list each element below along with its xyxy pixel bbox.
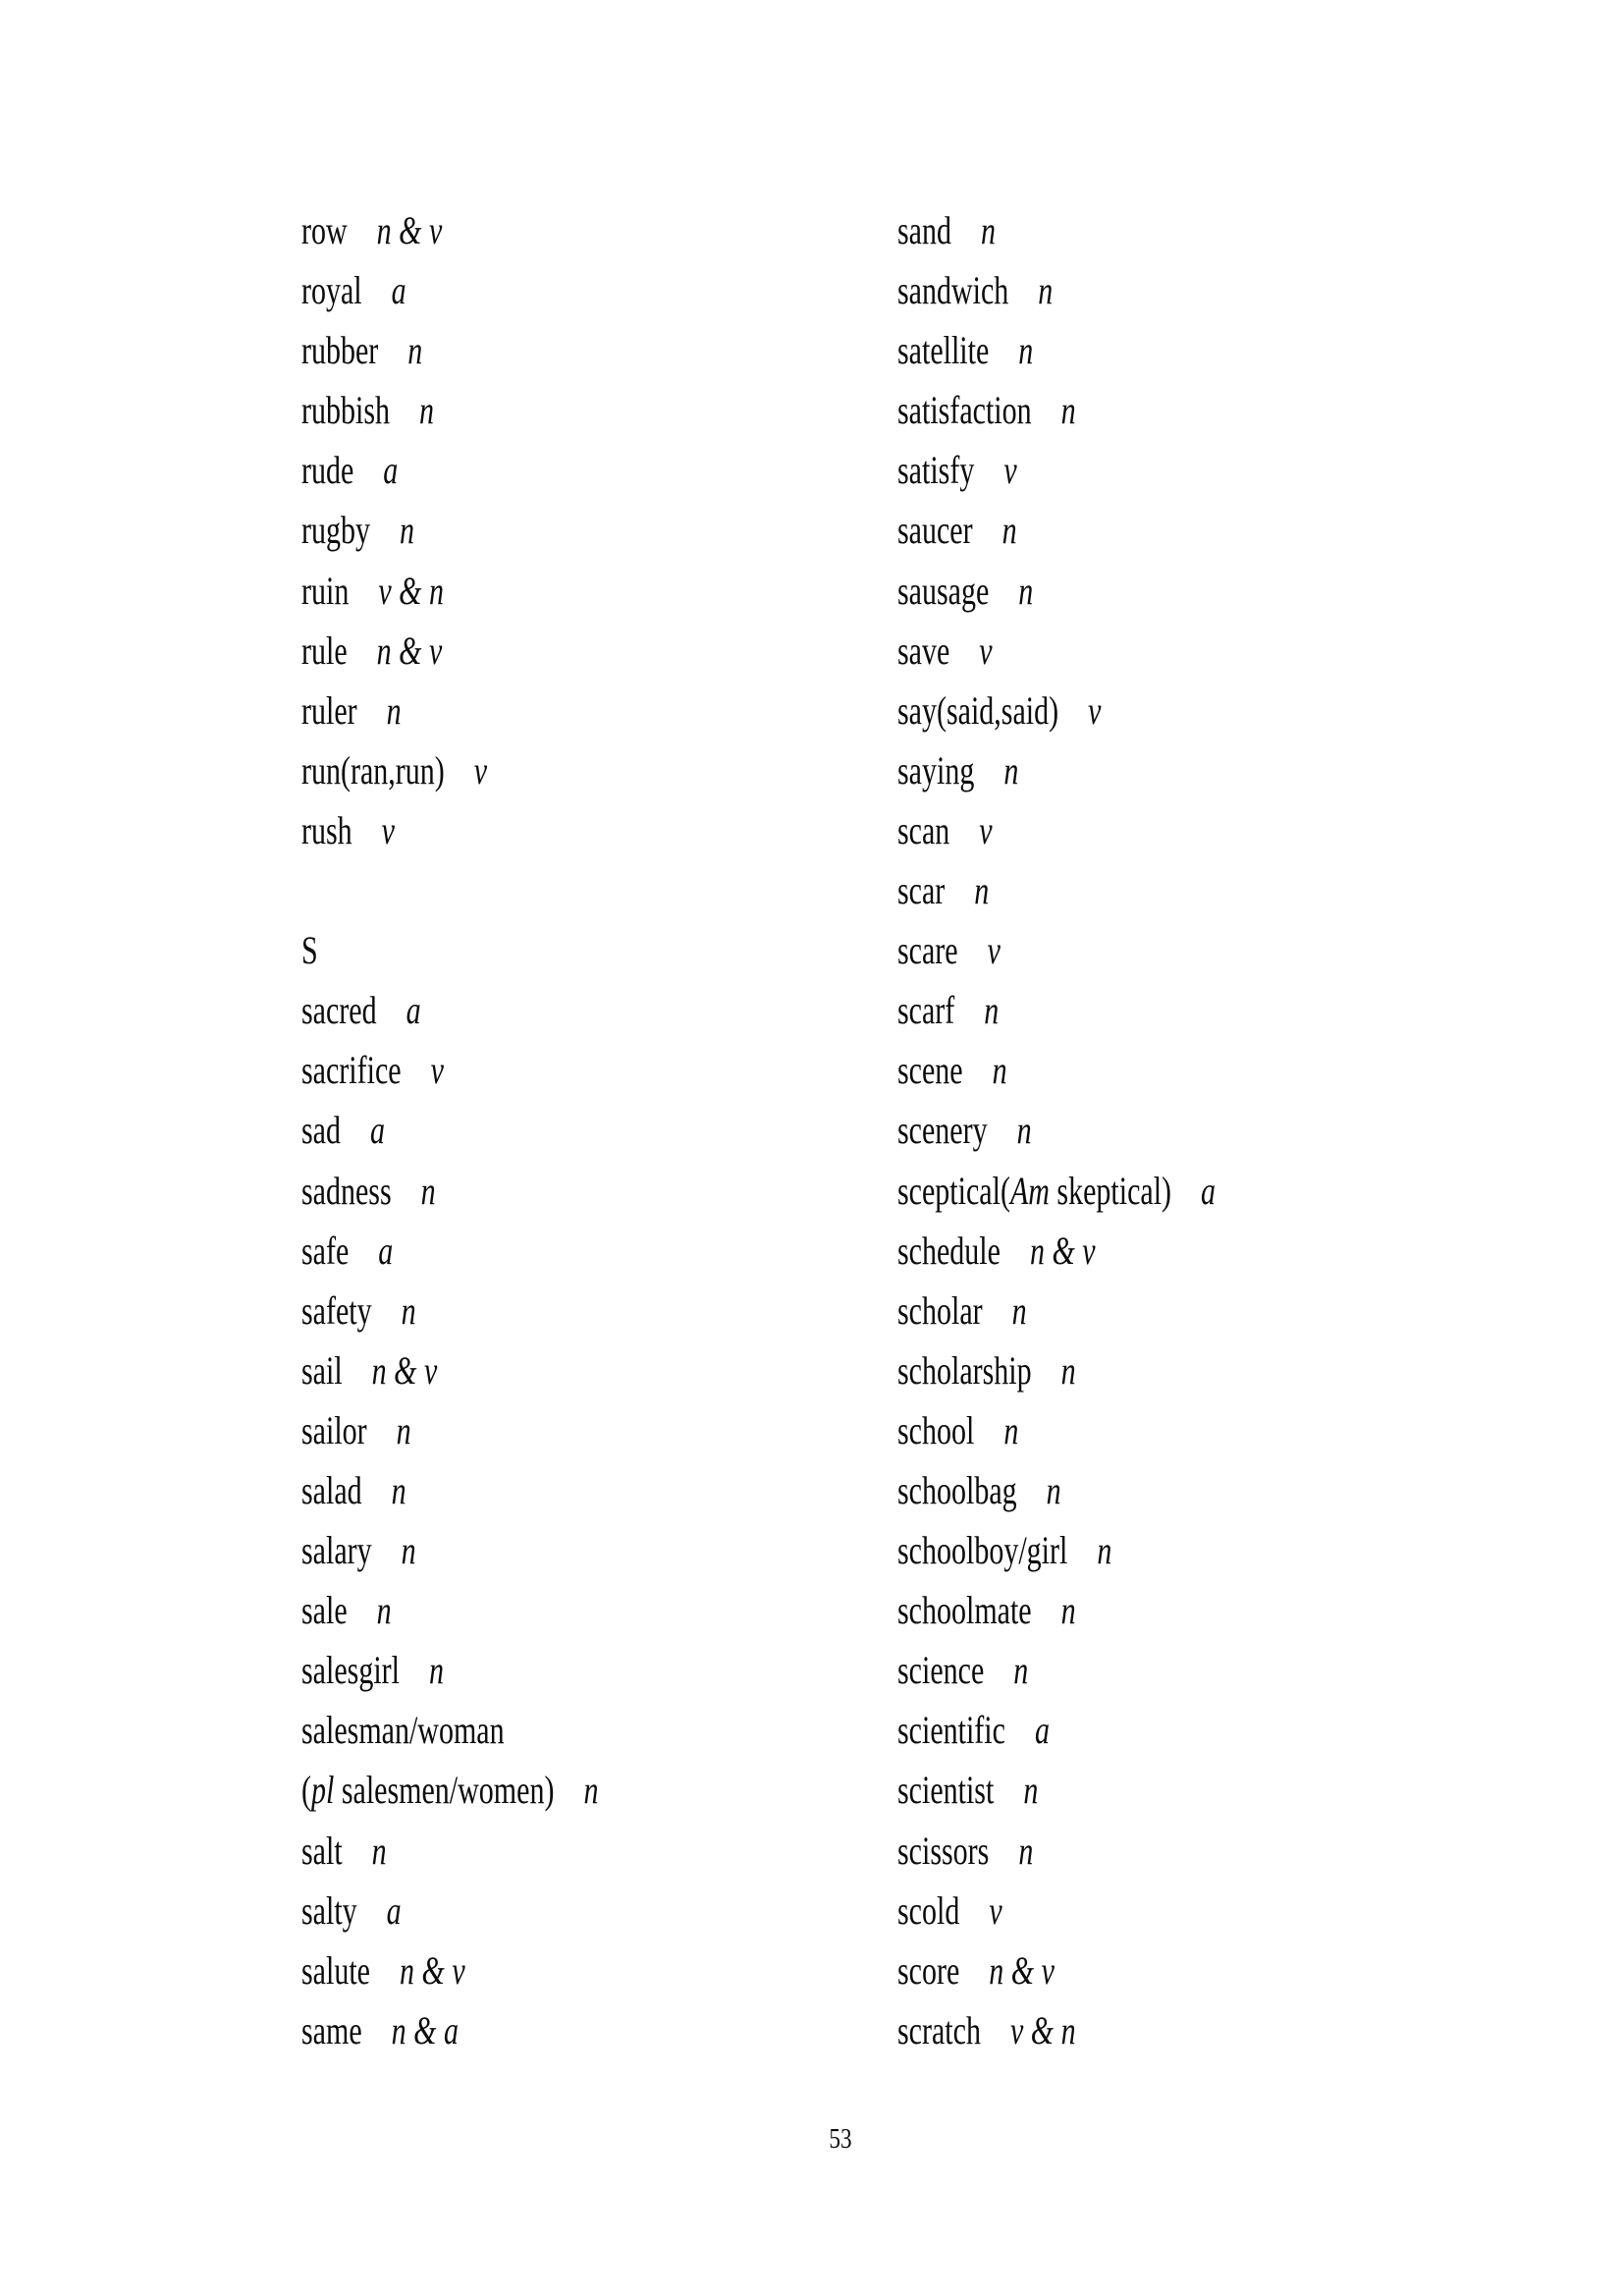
- word-text: S: [301, 928, 318, 973]
- pos-tag: n: [407, 328, 423, 373]
- word-text: satisfaction: [897, 388, 1032, 433]
- word-entry: [897, 681, 1216, 740]
- word-entry: [897, 1161, 1216, 1221]
- word-entry: [897, 500, 1216, 560]
- word-entry: [897, 1700, 1216, 1760]
- word-entry: [301, 740, 598, 800]
- word-text: sad: [301, 1108, 341, 1153]
- word-text: schedule: [897, 1228, 1001, 1273]
- word-text: school: [897, 1407, 975, 1452]
- word-entry: [897, 1460, 1216, 1520]
- word-entry: [301, 2000, 598, 2060]
- pos-tag: a: [386, 1887, 402, 1933]
- pos-tag: n: [1016, 1108, 1032, 1153]
- word-entry: [301, 1640, 598, 1700]
- word-text: scholarship: [897, 1347, 1032, 1393]
- word-text: salary: [301, 1528, 372, 1573]
- word-text: schoolmate: [897, 1588, 1032, 1633]
- word-entry: [301, 621, 598, 681]
- pos-tag: n: [391, 1467, 406, 1512]
- word-text: (: [301, 1768, 311, 1813]
- word-entry: [897, 200, 1216, 260]
- word-text: sadness: [301, 1168, 392, 1213]
- word-entry: [301, 1881, 598, 1941]
- word-text: scar: [897, 868, 946, 913]
- pos-tag: n: [1018, 568, 1034, 613]
- word-entry: [897, 621, 1216, 681]
- pos-tag: n & v: [371, 1347, 438, 1393]
- word-text: run(ran,run): [301, 747, 445, 793]
- pos-tag: n: [371, 1828, 387, 1873]
- word-text: say(said,said): [897, 687, 1059, 733]
- pos-tag: n & a: [391, 2007, 459, 2052]
- word-entry: [301, 561, 598, 621]
- word-entry: [301, 200, 598, 260]
- word-text: salad: [301, 1467, 362, 1512]
- word-text: scene: [897, 1048, 963, 1093]
- word-entry: [897, 1040, 1216, 1100]
- word-entry: [301, 260, 598, 320]
- word-text-after: skeptical): [1049, 1168, 1172, 1213]
- word-entry: [301, 1281, 598, 1340]
- word-entry: [897, 1100, 1216, 1160]
- word-text: saying: [897, 747, 975, 793]
- pos-tag: n: [1003, 747, 1019, 793]
- pos-tag: v: [1088, 687, 1102, 733]
- word-entry: [301, 440, 598, 500]
- word-entry: [301, 980, 598, 1040]
- pos-tag: n: [1018, 1828, 1034, 1873]
- word-text: rule: [301, 628, 348, 673]
- word-text: rude: [301, 448, 354, 493]
- pos-tag: a: [391, 268, 406, 313]
- word-entry: [897, 320, 1216, 380]
- word-entry: [897, 1580, 1216, 1640]
- word-entry: [897, 860, 1216, 920]
- word-entry: [897, 380, 1216, 440]
- word-text: scenery: [897, 1108, 988, 1153]
- word-entry: [897, 920, 1216, 980]
- word-text-after: salesmen/women): [334, 1768, 555, 1813]
- word-entry: [897, 740, 1216, 800]
- pos-tag: n: [1060, 1588, 1076, 1633]
- pos-tag: v: [989, 1887, 1002, 1933]
- word-text: sacrifice: [301, 1048, 402, 1093]
- word-text: sausage: [897, 568, 990, 613]
- word-entry: [897, 1821, 1216, 1881]
- word-entry: [301, 1700, 598, 1760]
- word-entry: [301, 500, 598, 560]
- word-entry: [301, 800, 598, 860]
- word-entry: [301, 1340, 598, 1400]
- word-italic-text: pl: [310, 1768, 335, 1813]
- pos-tag: a: [1034, 1708, 1050, 1753]
- pos-tag: n: [399, 508, 414, 553]
- word-text: satisfy: [897, 448, 975, 493]
- section-letter-header: [301, 920, 598, 980]
- word-entry: [897, 1281, 1216, 1340]
- word-entry: [301, 1040, 598, 1100]
- word-entry: [301, 1221, 598, 1281]
- word-entry: [301, 1821, 598, 1881]
- pos-tag: n: [1038, 268, 1054, 313]
- word-text: same: [301, 2007, 362, 2052]
- pos-tag: n: [420, 1168, 436, 1213]
- word-text: ruin: [301, 568, 350, 613]
- pos-tag: a: [383, 448, 399, 493]
- word-entry: [301, 681, 598, 740]
- right-column: [897, 200, 1216, 2060]
- pos-tag: n: [1097, 1528, 1112, 1573]
- word-entry: [301, 1161, 598, 1221]
- pos-tag: n: [992, 1048, 1007, 1093]
- pos-tag: v: [979, 807, 993, 852]
- pos-tag: n & v: [989, 1947, 1055, 1993]
- word-text: safety: [301, 1287, 372, 1333]
- pos-tag: a: [378, 1228, 394, 1273]
- word-text: sand: [897, 208, 951, 252]
- pos-tag: n: [1013, 1648, 1029, 1693]
- word-entry: [897, 1520, 1216, 1580]
- word-text: scholar: [897, 1287, 983, 1333]
- word-entry: [897, 2000, 1216, 2060]
- word-entry: [897, 1760, 1216, 1820]
- word-italic-text: Am: [1009, 1168, 1050, 1213]
- word-text: save: [897, 628, 950, 673]
- word-text: schoolbag: [897, 1467, 1017, 1512]
- word-text: scientist: [897, 1768, 995, 1813]
- word-entry: [897, 1400, 1216, 1460]
- pos-tag: n: [1023, 1768, 1039, 1813]
- word-text: science: [897, 1648, 985, 1693]
- word-text: scare: [897, 928, 958, 973]
- word-entry: [301, 1400, 598, 1460]
- word-text: salt: [301, 1828, 343, 1873]
- word-text: rush: [301, 807, 352, 852]
- word-text: salesman/woman: [301, 1708, 505, 1753]
- word-entry: [897, 980, 1216, 1040]
- word-entry: [897, 1640, 1216, 1700]
- pos-tag: n: [1003, 1407, 1019, 1452]
- word-text: salute: [301, 1947, 370, 1993]
- word-entry: [301, 1100, 598, 1160]
- pos-tag: n: [583, 1768, 599, 1813]
- word-text: safe: [301, 1228, 350, 1273]
- pos-tag: n: [376, 1588, 392, 1633]
- word-entry: [897, 1221, 1216, 1281]
- pos-tag: n: [396, 1407, 411, 1452]
- left-column: [301, 200, 598, 2060]
- word-entry: [897, 1340, 1216, 1400]
- word-text: score: [897, 1947, 960, 1993]
- word-text: satellite: [897, 328, 990, 373]
- pos-tag: v: [430, 1048, 444, 1093]
- word-text: sceptical(: [897, 1168, 1010, 1213]
- word-entry: [301, 1580, 598, 1640]
- word-entry: [301, 1941, 598, 2000]
- pos-tag: n: [1011, 1287, 1027, 1333]
- pos-tag: v: [979, 628, 993, 673]
- word-text: rubbish: [301, 388, 390, 433]
- pos-tag: a: [1201, 1168, 1217, 1213]
- pos-tag: n: [401, 1287, 416, 1333]
- pos-tag: a: [369, 1108, 385, 1153]
- word-text: rugby: [301, 508, 370, 553]
- word-text: scissors: [897, 1828, 990, 1873]
- word-text: sail: [301, 1347, 343, 1393]
- pos-tag: n & v: [399, 1947, 465, 1993]
- word-entry: [301, 1520, 598, 1580]
- word-entry: [301, 1760, 598, 1820]
- word-text: sandwich: [897, 268, 1009, 313]
- word-text: sailor: [301, 1407, 367, 1452]
- pos-tag: v: [1003, 448, 1017, 493]
- word-text: royal: [301, 268, 362, 313]
- pos-tag: v: [381, 807, 395, 852]
- word-entry: [301, 380, 598, 440]
- word-text: row: [301, 208, 348, 252]
- word-entry: [301, 1460, 598, 1520]
- pos-tag: n & v: [1029, 1228, 1096, 1273]
- pos-tag: v & n: [1009, 2007, 1076, 2052]
- pos-tag: n: [984, 988, 1000, 1033]
- pos-tag: n: [386, 687, 402, 733]
- pos-tag: n: [974, 868, 990, 913]
- pos-tag: v: [473, 747, 488, 793]
- word-text: scarf: [897, 988, 955, 1033]
- word-entry: [897, 260, 1216, 320]
- word-entry: [301, 320, 598, 380]
- word-text: sacred: [301, 988, 377, 1033]
- page-number: 53: [829, 2123, 852, 2155]
- pos-tag: n: [401, 1528, 416, 1573]
- pos-tag: n: [1060, 1347, 1076, 1393]
- word-text: ruler: [301, 687, 357, 733]
- pos-tag: v: [987, 928, 1001, 973]
- pos-tag: v & n: [378, 568, 444, 613]
- word-entry: [897, 800, 1216, 860]
- pos-tag: n: [1046, 1467, 1061, 1512]
- pos-tag: n & v: [376, 628, 443, 673]
- blank-line: [301, 860, 598, 920]
- word-entry: [897, 440, 1216, 500]
- pos-tag: n: [1001, 508, 1017, 553]
- word-text: salty: [301, 1887, 357, 1933]
- pos-tag: n: [1060, 388, 1076, 433]
- pos-tag: n: [428, 1648, 444, 1693]
- word-text: sale: [301, 1588, 348, 1633]
- word-text: scientific: [897, 1708, 1005, 1753]
- word-text: rubber: [301, 328, 379, 373]
- pos-tag: n: [1018, 328, 1034, 373]
- pos-tag: n: [419, 388, 434, 433]
- pos-tag: n & v: [376, 208, 443, 252]
- word-text: saucer: [897, 508, 973, 553]
- word-text: scan: [897, 807, 950, 852]
- word-text: scold: [897, 1887, 960, 1933]
- pos-tag: n: [980, 208, 996, 252]
- word-text: salesgirl: [301, 1648, 400, 1693]
- pos-tag: a: [406, 988, 421, 1033]
- word-entry: [897, 1941, 1216, 2000]
- word-text: scratch: [897, 2007, 981, 2052]
- word-entry: [897, 561, 1216, 621]
- word-text: schoolboy/girl: [897, 1528, 1068, 1573]
- word-entry: [897, 1881, 1216, 1941]
